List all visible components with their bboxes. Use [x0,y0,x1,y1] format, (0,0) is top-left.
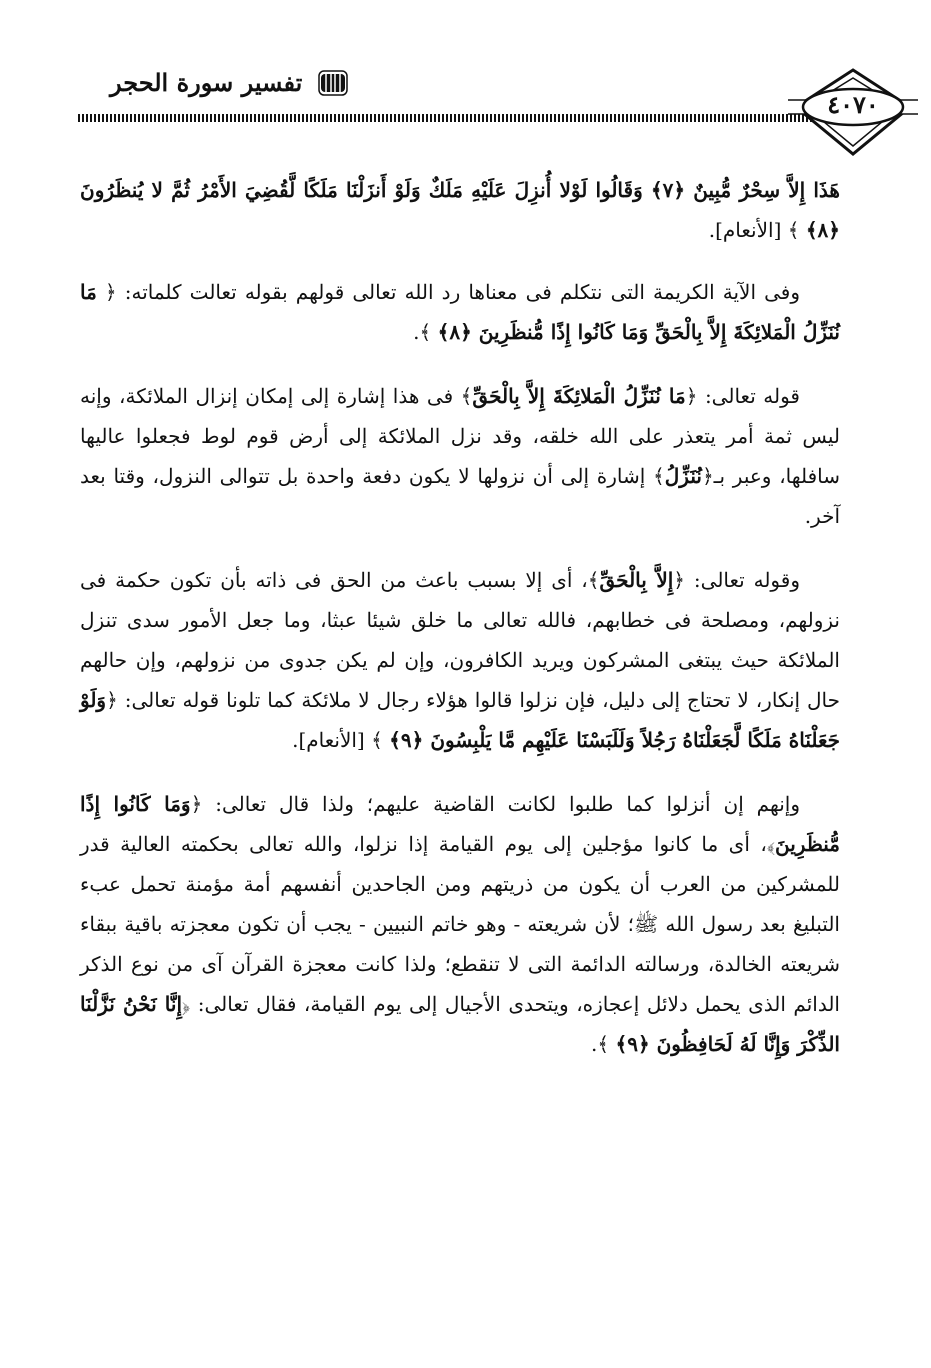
quran-verse: هَذَا إِلاَّ سِحْرٌ مُّبِينٌ ﴿٧﴾ وَقَالُوا لَوْلا أُنزِلَ عَلَيْهِ مَلَكٌ وَلَوْ أَنزَلْنَا مَلَكًا لَّقُضِيَ الأَمْرُ ثُمَّ لا يُنظَرُونَ ﴿٨﴾ [80,178,840,242]
body-text: قوله تعالى: ﴿ [685,384,800,408]
quran-verse: إِلاَّ بِالْحَقِّ [599,568,674,592]
body-text: وفى الآية الكريمة التى نتكلم فى معناها رد الله تعالى قولهم بقوله تعالت كلماته: ﴿ [96,280,800,304]
paragraph [80,272,840,352]
page-number: ٤٠٧٠ [827,90,879,119]
quran-verse: مَا نُنَزِّلُ الْمَلائِكَةَ إِلاَّ بِالْحَقِّ [472,384,686,408]
page-number-badge [788,62,918,162]
surah-title: تفسير سورة الحجر [110,68,303,97]
paragraph [80,560,840,760]
paragraph [80,376,840,536]
body-text: ﴾. [413,320,438,344]
body-text: ﴾، أى ما كانوا مؤجلين إلى يوم القيامة إذا نزلوا، والله تعالى بحكمته العالية قدر للمشركين من العرب أن يكون من ذريتهم ومن الجاحدين أنفسهم أمة مؤمنة تحمل عبء التبليغ بعد رسول الله ﷺ؛ لأن شريعته - وهو خاتم النبيين - يجب أن تكون معجزته باقية ببقاء شريعته الخالدة، ورسالته الدائمة التى لا تنقطع؛ ولذا كانت معجزة القرآن آى من نوع الذكر الدائم الذى يحمل دلائل إعجازه، ويتحدى الأجيال إلى يوم القيامة، فقال تعالى: ﴿ [80,832,840,1016]
page-body [80,170,840,1088]
citation: ﴾ [الأنعام]. [292,728,390,752]
citation: ﴾ [الأنعام]. [708,218,806,242]
quran-verse: مَا نُنَزِّلُ الْمَلائِكَةَ إِلاَّ بِالْحَقِّ وَمَا كَانُوا إِذًا مُّنظَرِينَ ﴿٨﴾ [80,280,840,344]
decorative-ornament-icon [318,70,348,96]
paragraph [80,784,840,1064]
quran-verse: نُنَزِّلُ [664,464,702,488]
quran-verse: إِنَّا نَحْنُ نَزَّلْنَا الذِّكْرَ وَإِنَّا لَهُ لَحَافِظُونَ ﴿٩﴾ [80,992,840,1056]
body-text: ﴾، أى إلا بسبب باعث من الحق فى ذاته بأن تكون حكمة فى نزولهم، ومصلحة فى خطابهم، فالله تعالى ما خلق شيئا عبثا، وما جعل الأمور سدى تنزل الملائكة حيث يبتغى المشركون ويريد الكافرون، وإن لم يكن جدوى من نزولهم، وإن حالهم حال إنكار، لا تحتاج إلى دليل، فإن نزلوا قالوا هؤلاء رجال لا ملائكة كما تلونا قوله تعالى: ﴿ [80,568,840,712]
quran-verse: وَمَا كَانُوا إِذًا مُّنظَرِينَ [80,792,840,856]
body-text: وإنهم إن أنزلوا كما طلبوا لكانت القاضية عليهم؛ ولذا قال تعالى: ﴿ [190,792,800,816]
body-text: ﴾ إشارة إلى أن نزولها لا يكون دفعة واحدة بل تتوالى النزول، وقتا بعد آخر. [80,464,840,528]
body-text: وقوله تعالى: ﴿ [673,568,800,592]
body-text: ﴾. [591,1032,616,1056]
header-divider [78,114,818,122]
quran-verse: وَلَوْ جَعَلْنَاهُ مَلَكًا لَّجَعَلْنَاهُ رَجُلاً وَلَلَبَسْنَا عَلَيْهِم مَّا يَلْبِسُونَ ﴿٩﴾ [80,688,840,752]
body-text: ﴾ فى هذا إشارة إلى إمكان إنزال الملائكة، وإنه ليس ثمة أمر يتعذر على الله خلقه، وقد نزل الملائكة إلى أرض قوم لوط فجعلوا عاليها سافلها، وعبر بـ﴿ [80,384,840,488]
page-header [60,62,879,162]
paragraph [80,170,840,250]
